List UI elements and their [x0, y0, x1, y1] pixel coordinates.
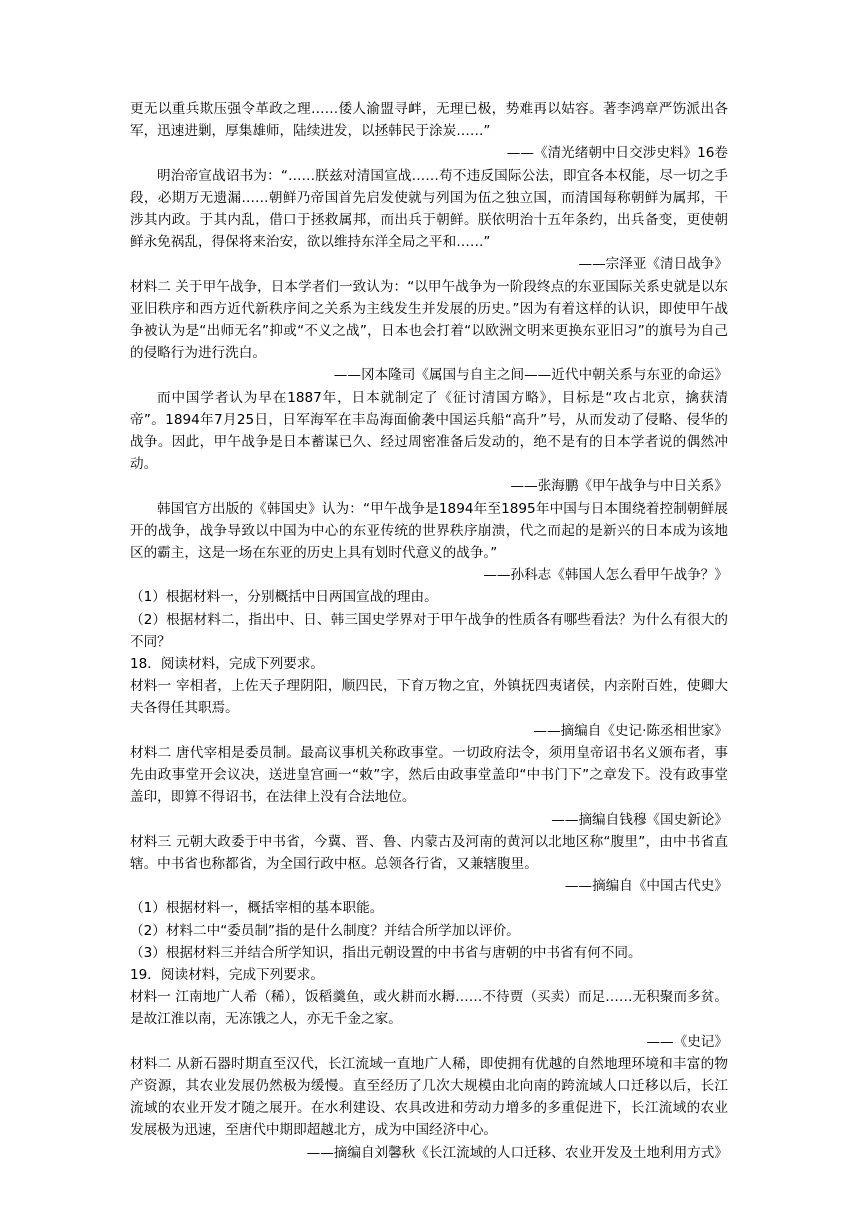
- paragraph-18-material-1: 材料一 宰相者，上佐天子理阴阳，顺四民，下育万物之宜，外镇抚四夷诸侯，内亲附百姓，使卿大夫各得任其职焉。: [130, 678, 728, 717]
- paragraph-edict-qing-end: 更无以重兵欺压强令革政之理……倭人渝盟寻衅，无理已极，势难再以姑容。著李鸿章严饬派出各军，迅速进剿，厚集雄师，陆续进发，以拯韩民于涂炭……”: [130, 101, 728, 140]
- paragraph-material-2-japan: 材料二 关于甲午战争，日本学者们一致认为：“以甲午战争为一阶段终点的东亚国际关系史就是以东亚旧秩序和西方近代新秩序间之关系为主线发生并发展的历史。”因为有着这样的认识，即使甲午战争被认为是“出师无名”抑或“不义之战”，日本也会打着“以欧洲文明来更换东亚旧习”的旗号为自己的侵略行为进行洗白。: [130, 278, 728, 362]
- source-citation: ——冈本隆司《属国与自主之间——近代中朝关系与东亚的命运》: [333, 367, 728, 384]
- question-18-heading: 18．阅读材料，完成下列要求。: [130, 656, 325, 673]
- source-citation: ——孙科志《韩国人怎么看甲午战争？》: [483, 567, 728, 584]
- paragraph-edict-meiji: 明治帝宣战诏书为：“……朕兹对清国宣战……苟不违反国际公法，即宜各本权能，尽一切之手段，必期万无遗漏……朝鲜乃帝国首先启发使就与列国为伍之独立国，而清国每称朝鲜为属邦，干涉其内政。于其内乱，借口于拯救属邦，而出兵于朝鲜。朕依明治十五年条约，出兵备变，更使朝鲜永免祸乱，得保将来治安，欲以维持东洋全局之平和……”: [130, 167, 728, 251]
- source-citation: ——《清光绪朝中日交涉史料》16卷: [506, 145, 728, 162]
- source-citation: ——摘编自《史记·陈丞相世家》: [533, 722, 728, 739]
- source-citation: ——《史记》: [646, 1033, 728, 1050]
- paragraph-19-material-1: 材料一 江南地广人希（稀），饭稻羹鱼，或火耕而水耨……不待贾（买卖）而足……无积聚而多贫。是故江淮以南，无冻饿之人，亦无千金之家。: [130, 989, 728, 1028]
- source-citation: ——摘编自钱穆《国史新论》: [551, 811, 728, 828]
- source-citation: ——摘编自刘馨秋《长江流域的人口迁移、农业开发及土地利用方式》: [306, 1144, 728, 1161]
- question-17-2: （2）根据材料二，指出中、日、韩三国史学界对于甲午战争的性质各有哪些看法？为什么有很大的不同？: [130, 611, 728, 650]
- question-17-1: （1）根据材料一，分别概括中日两国宣战的理由。: [130, 589, 438, 606]
- paragraph-material-2-korea: 韩国官方出版的《韩国史》认为：“甲午战争是1894年至1895年中国与日本围绕着控制朝鲜展开的战争，战争导致以中国为中心的东亚传统的世界秩序崩溃，代之而起的是新兴的日本成为该地区的霸主，这是一场在东亚的历史上具有划时代意义的战争。”: [130, 500, 728, 562]
- paragraph-19-material-2: 材料二 从新石器时期直至汉代，长江流域一直地广人稀，即使拥有优越的自然地理环境和丰富的物产资源，其农业发展仍然极为缓慢。直至经历了几次大规模由北向南的跨流域人口迁移以后，长江流域的农业开发才随之展开。在水利建设、农具改进和劳动力增多的多重促进下，长江流域的农业发展极为迅速，至唐代中期即超越北方，成为中国经济中心。: [130, 1055, 728, 1139]
- question-19-heading: 19．阅读材料，完成下列要求。: [130, 966, 325, 983]
- question-18-1: （1）根据材料一，概括宰相的基本职能。: [130, 900, 384, 917]
- source-citation: ——摘编自《中国古代史》: [564, 878, 728, 895]
- paragraph-material-2-china: 而中国学者认为早在1887年，日本就制定了《征讨清国方略》，目标是“攻占北京，擒获清帝”。1894年7月25日，日军海军在丰岛海面偷袭中国运兵船“高升”号，从而发动了侵略、侵华的战争。因此，甲午战争是日本蓄谋已久、经过周密准备后发动的，绝不是有的日本学者说的偶然冲动。: [130, 389, 728, 473]
- question-18-3: （3）根据材料三并结合所学知识，指出元朝设置的中书省与唐朝的中书省有何不同。: [130, 944, 642, 961]
- question-18-2: （2）材料二中“委员制”指的是什么制度？并结合所学加以评价。: [130, 922, 520, 939]
- document-page: [130, 98, 728, 1164]
- paragraph-18-material-2: 材料二 唐代宰相是委员制。最高议事机关称政事堂。一切政府法令，须用皇帝诏书名义颁布者，事先由政事堂开会议决，送进皇宫画一“敕”字，然后由政事堂盖印“中书门下”之章发下。没有政事堂盖印，即算不得诏书，在法律上没有合法地位。: [130, 744, 728, 806]
- paragraph-18-material-3: 材料三 元朝大政委于中书省，今冀、晋、鲁、内蒙古及河南的黄河以北地区称“腹里”，由中书省直辖。中书省也称都省，为全国行政中枢。总领各行省，又兼辖腹里。: [130, 833, 728, 872]
- source-citation: ——张海鹏《甲午战争与中日关系》: [510, 478, 728, 495]
- source-citation: ——宗泽亚《清日战争》: [578, 256, 728, 273]
